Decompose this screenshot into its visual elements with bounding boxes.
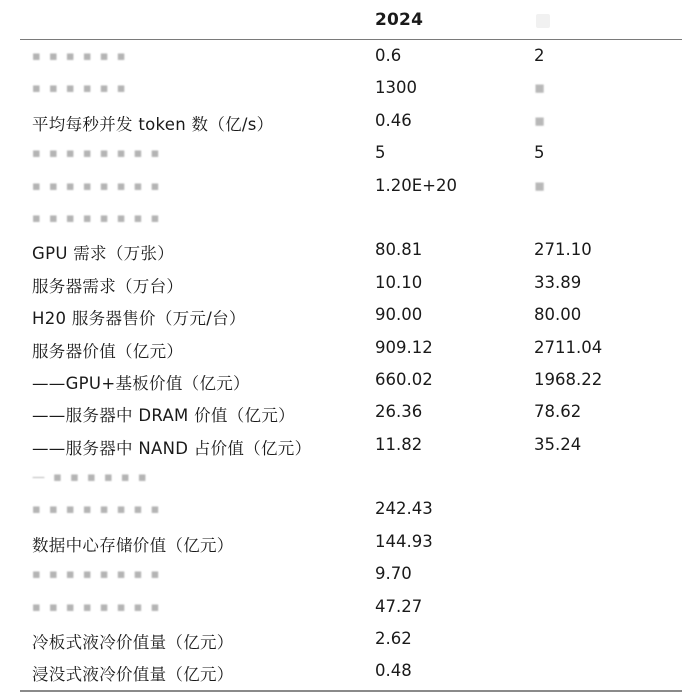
- row-value-2024: 80.81: [375, 240, 423, 260]
- row-value-2024: 11.82: [375, 434, 423, 454]
- row-value-2024: 26.36: [375, 402, 423, 422]
- table-row: [22, 461, 680, 493]
- row-value-2024: 0.6: [375, 46, 402, 65]
- row-label: ——服务器中 NAND 占价值（亿元）: [32, 438, 312, 458]
- table-bottom-rule: [20, 690, 682, 692]
- table-row: [22, 170, 680, 202]
- table-header: [22, 0, 680, 40]
- row-label: 浸没式液冷价值量（亿元）: [32, 665, 234, 685]
- table-row: [22, 429, 680, 461]
- row-label-obscured: ▪ ▪ ▪ ▪ ▪ ▪: [32, 49, 128, 64]
- row-value-2024: 1.20E+20: [375, 175, 457, 195]
- table-row: [22, 396, 680, 428]
- table-row: [22, 655, 680, 687]
- table-row: [22, 72, 680, 104]
- row-value-next: 2: [534, 46, 545, 65]
- row-label: 数据中心存储价值（亿元）: [32, 535, 234, 555]
- column-header-obscured: [536, 14, 550, 28]
- table-row: [22, 202, 680, 234]
- row-label: ——GPU+基板价值（亿元）: [32, 373, 250, 393]
- row-label: 服务器需求（万台）: [32, 276, 184, 296]
- table-row: [22, 591, 680, 623]
- row-value-2024: 2.62: [375, 629, 412, 649]
- row-value-2024: 47.27: [375, 596, 423, 616]
- row-value-2024: 10.10: [375, 272, 423, 292]
- table-row: [22, 105, 680, 137]
- table-row: [22, 40, 680, 72]
- row-label-obscured: ▪ ▪ ▪ ▪ ▪ ▪ ▪ ▪: [32, 502, 162, 518]
- row-value-next-obscured: ▪: [534, 78, 546, 98]
- table-row: [22, 526, 680, 558]
- row-value-2024: 9.70: [375, 564, 412, 584]
- row-label: ——服务器中 DRAM 价值（亿元）: [32, 406, 295, 426]
- row-value-2024: 242.43: [375, 499, 433, 519]
- row-value-2024: 0.46: [375, 110, 412, 130]
- row-value-2024: 909.12: [375, 337, 433, 357]
- row-value-2024: 0.48: [375, 661, 412, 681]
- row-label-obscured: ▪ ▪ ▪ ▪ ▪ ▪ ▪ ▪: [32, 567, 162, 583]
- row-label: 平均每秒并发 token 数（亿/s）: [32, 114, 274, 134]
- table-row: [22, 364, 680, 396]
- row-value-next: 5: [534, 143, 545, 163]
- row-label-obscured: ▪ ▪ ▪ ▪ ▪ ▪: [32, 81, 128, 97]
- column-header-2024: 2024: [375, 10, 424, 30]
- table-row: [22, 137, 680, 169]
- row-label-obscured: — ▪ ▪ ▪ ▪ ▪ ▪: [32, 470, 149, 486]
- table-row: [22, 493, 680, 525]
- row-label-obscured: ▪ ▪ ▪ ▪ ▪ ▪ ▪ ▪: [32, 178, 162, 194]
- row-value-next-obscured: ▪: [534, 110, 546, 130]
- row-value-next: 1968.22: [534, 369, 603, 389]
- row-value-next: 78.62: [534, 402, 582, 422]
- row-value-2024: 144.93: [375, 531, 433, 551]
- row-value-2024: 5: [375, 143, 386, 163]
- table-row: [22, 332, 680, 364]
- row-label: H20 服务器售价（万元/台）: [32, 309, 246, 329]
- row-value-next: 2711.04: [534, 337, 603, 357]
- table-row: [22, 558, 680, 590]
- row-label: 冷板式液冷价值量（亿元）: [32, 633, 234, 653]
- row-value-next: 35.24: [534, 434, 582, 454]
- row-value-2024: 90.00: [375, 305, 423, 325]
- row-value-next: 33.89: [534, 272, 582, 292]
- row-label-obscured: ▪ ▪ ▪ ▪ ▪ ▪ ▪ ▪: [32, 146, 162, 162]
- row-value-2024: 660.02: [375, 369, 433, 389]
- table-row: [22, 267, 680, 299]
- data-table: [22, 0, 680, 688]
- table-row: [22, 299, 680, 331]
- row-value-next-obscured: ▪: [534, 175, 546, 195]
- row-label: GPU 需求（万张）: [32, 244, 175, 264]
- row-label: 服务器价值（亿元）: [32, 341, 184, 361]
- row-label-obscured: ▪ ▪ ▪ ▪ ▪ ▪ ▪ ▪: [32, 599, 162, 615]
- table-row: [22, 623, 680, 655]
- row-value-next: 80.00: [534, 305, 582, 325]
- table-row: [22, 234, 680, 266]
- row-value-2024: 1300: [375, 78, 417, 98]
- row-value-next: 271.10: [534, 240, 592, 260]
- row-label-obscured: ▪ ▪ ▪ ▪ ▪ ▪ ▪ ▪: [32, 210, 162, 226]
